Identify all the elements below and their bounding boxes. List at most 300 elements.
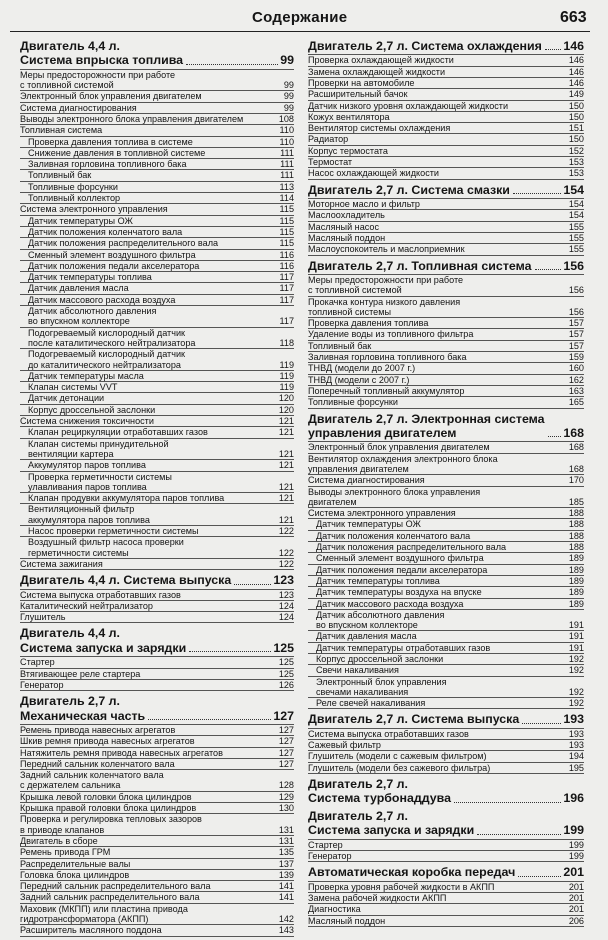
entry-page-number: 115 bbox=[279, 204, 294, 215]
toc-entry[interactable] bbox=[20, 114, 294, 125]
entry-page-number: 152 bbox=[568, 145, 584, 156]
entry-title: Насос охлаждающей жидкости bbox=[308, 168, 439, 179]
toc-entry[interactable] bbox=[308, 677, 584, 699]
toc-entry[interactable] bbox=[308, 531, 584, 542]
entry-page-number: 119 bbox=[279, 359, 294, 370]
entry-title: Система снижения токсичности bbox=[20, 416, 154, 427]
entry-page-number: 163 bbox=[568, 385, 584, 396]
toc-section bbox=[20, 39, 294, 570]
entry-title: Масляный насос bbox=[308, 221, 380, 232]
toc-entry[interactable] bbox=[20, 526, 294, 537]
entry-page-number: 139 bbox=[278, 869, 294, 880]
entry-title: Передний сальник распределительного вала bbox=[20, 881, 211, 892]
toc-entry[interactable] bbox=[20, 148, 294, 159]
toc-entry[interactable] bbox=[308, 610, 584, 632]
toc-entry[interactable] bbox=[20, 182, 294, 193]
toc-entry[interactable] bbox=[308, 352, 584, 363]
entry-page-number: 122 bbox=[278, 525, 294, 536]
entry-page-number: 121 bbox=[278, 448, 294, 459]
toc-entry[interactable] bbox=[20, 859, 294, 870]
entry-title: Датчик детонации bbox=[28, 393, 105, 404]
entry-page-number: 192 bbox=[568, 665, 584, 676]
toc-entry[interactable] bbox=[308, 542, 584, 553]
toc-entry[interactable] bbox=[308, 763, 584, 774]
entry-page-number: 117 bbox=[279, 272, 294, 283]
toc-entry[interactable] bbox=[308, 916, 584, 927]
entry-title: Вентилятор системы охлаждения bbox=[308, 123, 451, 134]
section-page-number: 146 bbox=[563, 39, 584, 53]
toc-entry[interactable] bbox=[20, 612, 294, 623]
toc-entry[interactable] bbox=[308, 654, 584, 665]
toc-entry[interactable] bbox=[308, 475, 584, 486]
toc-entry[interactable] bbox=[20, 261, 294, 272]
toc-entry[interactable] bbox=[20, 283, 294, 294]
entry-page-number: 115 bbox=[279, 226, 294, 237]
page-title: Содержание bbox=[252, 9, 348, 26]
toc-entry[interactable] bbox=[308, 519, 584, 530]
toc-entry[interactable] bbox=[20, 847, 294, 858]
entry-title: Втягивающее реле стартера bbox=[20, 668, 141, 679]
toc-entry[interactable] bbox=[308, 442, 584, 453]
entry-title: Каталитический нейтрализатор bbox=[20, 600, 153, 611]
entry-title: Меры предосторожности при работе с топливной системой bbox=[308, 274, 464, 296]
toc-entry[interactable] bbox=[20, 504, 294, 526]
entry-page-number: 121 bbox=[278, 514, 294, 525]
entry-title: Стартер bbox=[308, 839, 343, 850]
section-page-number: 168 bbox=[563, 425, 584, 440]
entry-title: Топливные форсунки bbox=[28, 181, 118, 192]
entry-title: Датчик положения распределительного вала bbox=[316, 542, 507, 553]
entry-title: Термостат bbox=[308, 157, 353, 168]
entry-title: Система электронного управления bbox=[308, 508, 456, 519]
entry-title: Выводы электронного блока управления двигателем bbox=[20, 114, 244, 124]
toc-entry[interactable] bbox=[20, 439, 294, 461]
entry-title: Диагностика bbox=[308, 904, 361, 915]
entry-title: Ремень привода навесных агрегатов bbox=[20, 724, 176, 735]
entry-page-number: 120 bbox=[278, 393, 294, 404]
entry-page-number: 154 bbox=[568, 199, 584, 210]
toc-entry[interactable] bbox=[20, 216, 294, 227]
section-heading[interactable] bbox=[20, 694, 294, 723]
entry-title: Генератор bbox=[308, 850, 352, 861]
entry-page-number: 153 bbox=[568, 168, 584, 179]
dot-leader bbox=[513, 193, 561, 194]
toc-entry[interactable] bbox=[308, 851, 584, 862]
toc-entry[interactable] bbox=[308, 134, 584, 145]
entry-title: Система электронного управления bbox=[20, 204, 168, 215]
entry-title: Датчик положения коленчатого вала bbox=[28, 226, 183, 237]
entry-page-number: 126 bbox=[278, 679, 294, 690]
toc-entry[interactable] bbox=[20, 680, 294, 691]
toc-entry[interactable] bbox=[20, 601, 294, 612]
toc-entry[interactable] bbox=[308, 89, 584, 100]
toc-entry[interactable] bbox=[20, 814, 294, 836]
entry-page-number: 168 bbox=[568, 463, 584, 474]
entry-title: Генератор bbox=[20, 679, 64, 690]
entry-title: Натяжитель ремня привода навесных агрегатов bbox=[20, 747, 223, 758]
toc-entry[interactable] bbox=[20, 125, 294, 136]
toc-entry[interactable] bbox=[20, 427, 294, 438]
section-title: Двигатель 4,4 л. Система выпуска bbox=[20, 573, 232, 588]
entry-page-number: 141 bbox=[278, 892, 294, 903]
entry-page-number: 193 bbox=[568, 740, 584, 751]
entry-page-number: 146 bbox=[568, 55, 584, 66]
toc-entry[interactable] bbox=[20, 238, 294, 249]
toc-entry[interactable] bbox=[308, 840, 584, 851]
section-heading[interactable] bbox=[308, 183, 584, 197]
entry-title: Стартер bbox=[20, 657, 55, 668]
section-title: Двигатель 4,4 л. Система запуска и зарядки bbox=[20, 626, 187, 655]
entry-title: Свечи накаливания bbox=[316, 665, 399, 676]
entry-page-number: 189 bbox=[568, 553, 584, 564]
entry-page-number: 150 bbox=[568, 100, 584, 111]
toc-entry[interactable] bbox=[20, 736, 294, 747]
entry-title: Датчик температуры воздуха на впуске bbox=[316, 587, 482, 598]
section-title: Двигатель 2,7 л. Система запуска и зарядки bbox=[308, 808, 475, 838]
toc-section bbox=[20, 626, 294, 691]
entry-title: Маслоохладитель bbox=[308, 210, 385, 221]
section-page-number: 156 bbox=[563, 258, 584, 273]
entry-page-number: 111 bbox=[280, 170, 294, 181]
section-heading[interactable] bbox=[308, 777, 584, 806]
toc-entry[interactable] bbox=[308, 146, 584, 157]
entry-page-number: 118 bbox=[279, 337, 294, 348]
section-heading[interactable] bbox=[308, 809, 584, 838]
dot-leader bbox=[477, 834, 561, 835]
toc-entry[interactable] bbox=[20, 393, 294, 404]
entry-page-number: 188 bbox=[568, 508, 584, 519]
toc-entry[interactable] bbox=[308, 904, 584, 915]
section-heading[interactable] bbox=[308, 259, 584, 273]
entry-page-number: 155 bbox=[568, 244, 584, 255]
section-title: Двигатель 4,4 л. Система впрыска топлива bbox=[20, 39, 184, 68]
entry-page-number: 117 bbox=[279, 316, 294, 327]
toc-entry[interactable] bbox=[308, 487, 584, 509]
toc-entry[interactable] bbox=[20, 559, 294, 570]
entry-title: Выводы электронного блока управления двигателем bbox=[308, 486, 481, 507]
entry-title: Датчик положения распределительного вала bbox=[28, 238, 219, 249]
toc-entry[interactable] bbox=[20, 137, 294, 148]
toc-entry[interactable] bbox=[308, 199, 584, 210]
toc-entry[interactable] bbox=[20, 159, 294, 170]
entry-page-number: 123 bbox=[278, 589, 294, 600]
section-title: Двигатель 2,7 л. Электронная система управления двигателем bbox=[308, 411, 545, 440]
entry-page-number: 141 bbox=[278, 881, 294, 892]
entry-title: Поперечный топливный аккумулятор bbox=[308, 385, 465, 396]
entry-title: Радиатор bbox=[308, 134, 349, 145]
toc-entry[interactable] bbox=[20, 836, 294, 847]
entry-title: Датчик давления масла bbox=[28, 283, 129, 294]
entry-title: Датчик температуры топлива bbox=[316, 575, 440, 586]
header-divider bbox=[10, 31, 590, 32]
entry-title: Насос проверки герметичности системы bbox=[28, 525, 199, 536]
toc-entry[interactable] bbox=[20, 382, 294, 393]
toc-entry[interactable] bbox=[308, 698, 584, 709]
entry-title: Сменный элемент воздушного фильтра bbox=[28, 249, 196, 260]
entry-page-number: 99 bbox=[283, 102, 294, 113]
toc-entry[interactable] bbox=[20, 925, 294, 936]
entry-page-number: 155 bbox=[568, 221, 584, 232]
entry-title: Датчик положения педали акселератора bbox=[316, 564, 488, 575]
entry-title: Датчик массового расхода воздуха bbox=[316, 598, 464, 609]
toc-entry[interactable] bbox=[308, 643, 584, 654]
entry-title: Задний сальник распределительного вала bbox=[20, 892, 200, 903]
entry-title: Крышка правой головки блока цилиндров bbox=[20, 803, 197, 814]
entry-title: Кожух вентилятора bbox=[308, 111, 390, 122]
entry-title: Система диагностирования bbox=[308, 475, 425, 486]
toc-entry[interactable] bbox=[308, 123, 584, 134]
section-heading[interactable] bbox=[308, 865, 584, 879]
toc-entry[interactable] bbox=[308, 576, 584, 587]
entry-page-number: 135 bbox=[278, 847, 294, 858]
entry-title: Вентилятор охлаждения электронного блока управления двигателем bbox=[308, 453, 498, 474]
toc-entry[interactable] bbox=[308, 275, 584, 297]
entry-page-number: 160 bbox=[568, 363, 584, 374]
toc-entry[interactable] bbox=[20, 405, 294, 416]
entry-title: Аккумулятор паров топлива bbox=[28, 460, 146, 471]
entry-page-number: 137 bbox=[278, 858, 294, 869]
entry-title: Заливная горловина топливного бака bbox=[28, 159, 187, 170]
section-heading[interactable] bbox=[308, 39, 584, 53]
toc-entry[interactable] bbox=[20, 770, 294, 792]
entry-page-number: 206 bbox=[568, 915, 584, 926]
entry-page-number: 143 bbox=[278, 925, 294, 936]
entry-title: Подогреваемый кислородный датчик после каталитического нейтрализатора bbox=[28, 327, 196, 348]
toc-entry[interactable] bbox=[308, 168, 584, 179]
entry-title: Датчик температуры ОЖ bbox=[28, 215, 133, 226]
toc-entry[interactable] bbox=[20, 371, 294, 382]
toc-entry[interactable] bbox=[308, 297, 584, 319]
entry-title: Маслоуспокоитель и маслоприемник bbox=[308, 244, 465, 255]
entry-title: Реле свечей накаливания bbox=[316, 698, 426, 709]
toc-entry[interactable] bbox=[308, 587, 584, 598]
toc-entry[interactable] bbox=[20, 472, 294, 494]
entry-page-number: 113 bbox=[279, 181, 294, 192]
section-title: Двигатель 2,7 л. Топливная система bbox=[308, 258, 532, 273]
entry-page-number: 127 bbox=[278, 736, 294, 747]
entry-page-number: 124 bbox=[278, 600, 294, 611]
toc-section bbox=[308, 712, 584, 774]
entry-page-number: 151 bbox=[568, 123, 584, 134]
entry-title: Топливный бак bbox=[308, 340, 372, 351]
toc-entry[interactable] bbox=[308, 67, 584, 78]
entry-page-number: 119 bbox=[279, 382, 294, 393]
section-heading[interactable] bbox=[20, 573, 294, 587]
entry-title: Расширитель масляного поддона bbox=[20, 925, 162, 936]
toc-entry[interactable] bbox=[308, 375, 584, 386]
section-heading[interactable] bbox=[20, 626, 294, 655]
entry-title: Корпус дроссельной заслонки bbox=[316, 653, 444, 664]
entry-page-number: 194 bbox=[568, 751, 584, 762]
toc-entry[interactable] bbox=[308, 210, 584, 221]
toc-entry[interactable] bbox=[20, 170, 294, 181]
toc-entry[interactable] bbox=[308, 631, 584, 642]
entry-title: Топливный бак bbox=[28, 170, 92, 181]
entry-title: Подогреваемый кислородный датчик до каталитического нейтрализатора bbox=[28, 349, 186, 370]
entry-title: Масляный поддон bbox=[308, 915, 386, 926]
entry-page-number: 192 bbox=[568, 698, 584, 709]
toc-entry[interactable] bbox=[308, 78, 584, 89]
entry-title: Замена рабочей жидкости АКПП bbox=[308, 892, 447, 903]
entry-title: Сменный элемент воздушного фильтра bbox=[316, 553, 484, 564]
entry-page-number: 125 bbox=[278, 657, 294, 668]
entry-page-number: 189 bbox=[568, 598, 584, 609]
toc-entry[interactable] bbox=[20, 904, 294, 926]
toc-entry[interactable] bbox=[20, 227, 294, 238]
toc-entry[interactable] bbox=[20, 870, 294, 881]
toc-entry[interactable] bbox=[20, 70, 294, 92]
entry-page-number: 111 bbox=[280, 159, 294, 170]
entry-page-number: 191 bbox=[568, 620, 584, 631]
toc-entry[interactable] bbox=[20, 792, 294, 803]
toc-entry[interactable] bbox=[20, 250, 294, 261]
entry-title: Передний сальник коленчатого вала bbox=[20, 758, 175, 769]
toc-entry[interactable] bbox=[308, 751, 584, 762]
entry-page-number: 155 bbox=[568, 232, 584, 243]
toc-entry[interactable] bbox=[20, 493, 294, 504]
entry-title: Распределительные валы bbox=[20, 858, 131, 869]
entry-title: Система зажигания bbox=[20, 558, 103, 569]
toc-entry[interactable] bbox=[308, 882, 584, 893]
entry-title: Маховик (МКПП) или пластина привода гидротрансформатора (АКПП) bbox=[20, 903, 188, 925]
toc-entry[interactable] bbox=[308, 454, 584, 476]
toc-right-column bbox=[308, 39, 584, 930]
entry-title: Клапан продувки аккумулятора паров топлива bbox=[28, 493, 225, 504]
entry-page-number: 201 bbox=[568, 881, 584, 892]
toc-section bbox=[20, 573, 294, 623]
entry-title: Электронный блок управления двигателем bbox=[308, 442, 490, 453]
section-page-number: 193 bbox=[563, 712, 584, 727]
entry-page-number: 157 bbox=[568, 340, 584, 351]
entry-page-number: 122 bbox=[278, 558, 294, 569]
toc-entry[interactable] bbox=[20, 193, 294, 204]
toc-entry[interactable] bbox=[308, 55, 584, 66]
toc-section bbox=[308, 259, 584, 409]
toc-entry[interactable] bbox=[20, 460, 294, 471]
section-title: Двигатель 2,7 л. Система турбонаддува bbox=[308, 777, 451, 806]
entry-page-number: 192 bbox=[568, 653, 584, 664]
section-title: Автоматическая коробка передач bbox=[308, 865, 516, 880]
entry-title: Датчик температуры ОЖ bbox=[316, 519, 421, 530]
toc-entry[interactable] bbox=[20, 881, 294, 892]
toc-section bbox=[308, 777, 584, 806]
toc-entry[interactable] bbox=[20, 91, 294, 102]
toc-entry[interactable] bbox=[20, 272, 294, 283]
entry-page-number: 119 bbox=[279, 370, 294, 381]
toc-entry[interactable] bbox=[20, 657, 294, 668]
entry-page-number: 191 bbox=[568, 642, 584, 653]
entry-title: Проверка давления топлива bbox=[308, 318, 429, 329]
toc-entry[interactable] bbox=[20, 416, 294, 427]
entry-page-number: 121 bbox=[278, 416, 294, 427]
toc-entry[interactable] bbox=[20, 669, 294, 680]
toc-entry[interactable] bbox=[20, 349, 294, 371]
entry-title: Система выпуска отработавших газов bbox=[20, 589, 181, 600]
toc-entry[interactable] bbox=[308, 565, 584, 576]
toc-entry[interactable] bbox=[308, 363, 584, 374]
entry-page-number: 159 bbox=[568, 352, 584, 363]
entry-title: Головка блока цилиндров bbox=[20, 869, 130, 880]
toc-entry[interactable] bbox=[308, 112, 584, 123]
section-heading[interactable] bbox=[20, 39, 294, 68]
toc-entry[interactable] bbox=[308, 729, 584, 740]
toc-entry[interactable] bbox=[20, 759, 294, 770]
toc-entry[interactable] bbox=[20, 803, 294, 814]
toc-section bbox=[308, 412, 584, 710]
entry-title: Заливная горловина топливного бака bbox=[308, 352, 467, 363]
entry-page-number: 185 bbox=[568, 496, 584, 507]
entry-page-number: 110 bbox=[279, 125, 294, 136]
entry-title: Сажевый фильтр bbox=[308, 740, 381, 751]
entry-page-number: 165 bbox=[568, 397, 584, 408]
dot-leader bbox=[518, 876, 561, 877]
entry-page-number: 108 bbox=[278, 114, 294, 124]
entry-title: Клапан системы принудительной вентиляции картера bbox=[28, 438, 169, 459]
toc-entry[interactable] bbox=[308, 341, 584, 352]
entry-page-number: 131 bbox=[278, 835, 294, 846]
toc-entry[interactable] bbox=[20, 892, 294, 903]
section-title: Двигатель 2,7 л. Система выпуска bbox=[308, 712, 520, 727]
toc-entry[interactable] bbox=[308, 386, 584, 397]
section-heading[interactable] bbox=[308, 412, 584, 441]
toc-entry[interactable] bbox=[308, 244, 584, 255]
toc-entry[interactable] bbox=[20, 590, 294, 601]
toc-entry[interactable] bbox=[308, 222, 584, 233]
entry-title: Моторное масло и фильтр bbox=[308, 199, 420, 210]
toc-left-column bbox=[20, 39, 294, 940]
entry-title: Снижение давления в топливной системе bbox=[28, 147, 206, 158]
toc-entry[interactable] bbox=[20, 306, 294, 328]
entry-title: Проверка и регулировка тепловых зазоров в приводе клапанов bbox=[20, 814, 202, 835]
toc-entry[interactable] bbox=[308, 740, 584, 751]
toc-entry[interactable] bbox=[308, 157, 584, 168]
section-page-number: 196 bbox=[563, 791, 584, 806]
entry-page-number: 127 bbox=[278, 747, 294, 758]
toc-entry[interactable] bbox=[20, 328, 294, 350]
toc-entry[interactable] bbox=[20, 537, 294, 559]
entry-title: Ремень привода ГРМ bbox=[20, 847, 111, 858]
entry-page-number: 99 bbox=[283, 91, 294, 102]
toc-entry[interactable] bbox=[308, 233, 584, 244]
entry-page-number: 116 bbox=[279, 249, 294, 260]
toc-entry[interactable] bbox=[20, 295, 294, 306]
entry-page-number: 116 bbox=[279, 260, 294, 271]
entry-page-number: 168 bbox=[568, 442, 584, 453]
toc-entry[interactable] bbox=[20, 725, 294, 736]
toc-entry[interactable] bbox=[308, 329, 584, 340]
toc-entry[interactable] bbox=[308, 101, 584, 112]
toc-entry[interactable] bbox=[20, 103, 294, 114]
section-heading[interactable] bbox=[308, 712, 584, 726]
toc-entry[interactable] bbox=[308, 508, 584, 519]
entry-title: Воздушный фильтр насоса проверки герметичности системы bbox=[28, 537, 184, 558]
toc-entry[interactable] bbox=[308, 397, 584, 408]
toc-entry[interactable] bbox=[308, 599, 584, 610]
toc-entry[interactable] bbox=[308, 553, 584, 564]
entry-title: Проверка давления топлива в системе bbox=[28, 136, 193, 147]
toc-entry[interactable] bbox=[308, 318, 584, 329]
toc-entry[interactable] bbox=[20, 748, 294, 759]
entry-title: Система диагностирования bbox=[20, 102, 137, 113]
dot-leader bbox=[522, 723, 561, 724]
dot-leader bbox=[148, 719, 271, 720]
entry-page-number: 195 bbox=[568, 762, 584, 773]
toc-entry[interactable] bbox=[308, 665, 584, 676]
entry-title: Удаление воды из топливного фильтра bbox=[308, 329, 474, 340]
toc-entry[interactable] bbox=[20, 204, 294, 215]
toc-entry[interactable] bbox=[308, 893, 584, 904]
entry-page-number: 191 bbox=[568, 631, 584, 642]
